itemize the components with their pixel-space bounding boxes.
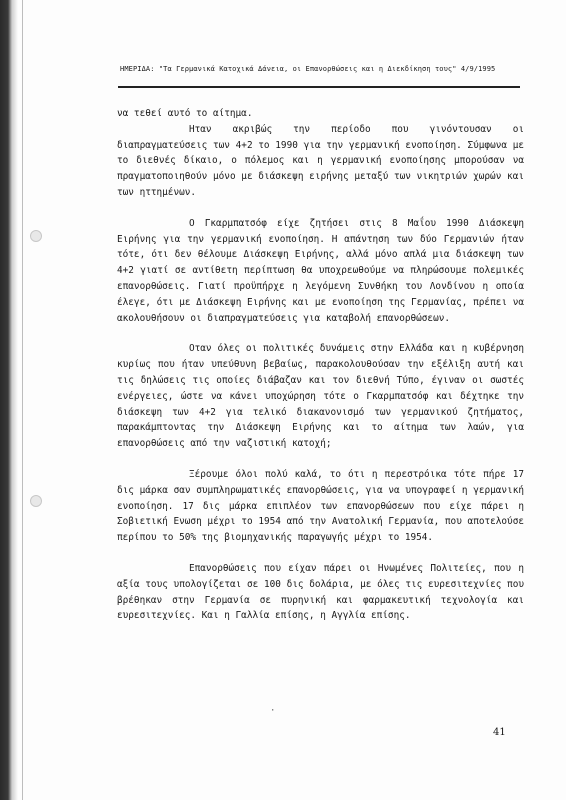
paragraph: Οταν όλες οι πολιτικές δυνάμεις στην Ελλάδα και η κυβέρνηση κυρίως που ήταν υπεύθυνη βεβαίως, παρακολουθούσαν την εξέλιξη αυτή και τις δηλώσεις τις οποίες διάβαζαν και τον διεθνή Τύπο, έγιναν οι σωστές ενέργειες, ώστε να κάνει υποχώρηση τότε ο Γκαρμπατσόφ και δέχτηκε την διάσκεψη των 4+2 για τελικό διακανονισμό των γερμανικού ζητήματος, παρακάμπτοντας την Διάσκεψη Ειρήνης και το αίτημα των λαών, για επανορθώσεις από την ναζιστική κατοχή; [117, 343, 524, 450]
paragraph: Ο Γκαρμπατσόφ είχε ζητήσει στις 8 Μαΐου 1990 Διάσκεψη Ειρήνης για την γερμανική ενοποίηση. Η απάντηση των δύο Γερμανιών ήταν τότε, ότι δεν θέλουμε Διάσκεψη Ειρήνης, αλλά μόνο απλά μια διάσκεψη των 4+2 γιατί σε αντίθετη περίπτωση θα υποχρεωθούμε να πληρώσουμε πολεμικές επανορθώσεις. Γιατί προϋπήρχε η λεγόμενη Συνθήκη του Λονδίνου η οποία έλεγε, ότι με Διάσκεψη Ειρήνης και με ενοποίηση της Γερμανίας, πρέπει να ακολουθήσουν οι διαπραγματεύσεις για καταβολή επανορθώσεων. [117, 217, 524, 324]
scan-edge-line [22, 0, 23, 800]
paragraph: Ξέρουμε όλοι πολύ καλά, το ότι η περεστρόικα τότε πήρε 17 δις μάρκα σαν συμπληρωματικές επανορθώσεις, για να υπογραφεί η γερμανική ενοποίηση. 17 δις μάρκα επιπλέον των επανορθώσεων που είχε πάρει η Σοβιετική Ενωση μέχρι το 1954 από την Ανατολική Γερμανία, που αποτελούσε περίπου το 50% της βιομηχανικής παραγωγής μέχρι το 1954. [117, 468, 524, 544]
punch-hole [30, 495, 42, 507]
running-header: ΗΜΕΡΙΔΑ: "Τα Γερμανικά Κατοχικά Δάνεια, οι Επανορθώσεις και η Διεκδίκηση τους" 4/9/1995 [120, 65, 496, 73]
scan-speck: · [270, 706, 276, 716]
scan-binding-edge [0, 0, 18, 800]
page-number: 41 [493, 727, 506, 738]
punch-hole [30, 230, 42, 242]
body-text [117, 106, 524, 624]
header-rule [118, 86, 520, 88]
paragraph: Επανορθώσεις που είχαν πάρει οι Ηνωμένες Πολιτείες, που η αξία τους υπολογίζεται σε 100 δις δολάρια, με όλες τις ευρεσιτεχνίες που βρέθηκαν στην Γερμανία σε πυρηνική και φαρμακευτική τεχνολογία και ευρεσιτεχνίες. Και η Γαλλία επίσης, η Αγγλία επίσης. [117, 562, 524, 622]
paragraph: Ηταν ακριβώς την περίοδο που γινόντουσαν οι διαπραγματεύσεις των 4+2 το 1990 για την γερμανική ενοποίηση. Σύμφωνα με το διεθνές δίκαιο, ο πόλεμος και η γερμανική ενοποίησης μπορούσαν να πραγματοποιηθούν μόνο με διάσκεψη ειρήνης μεταξύ των νικητριών χωρών και των ηττημένων. [117, 123, 524, 198]
paragraph: να τεθεί αυτό το αίτημα. [117, 108, 253, 119]
